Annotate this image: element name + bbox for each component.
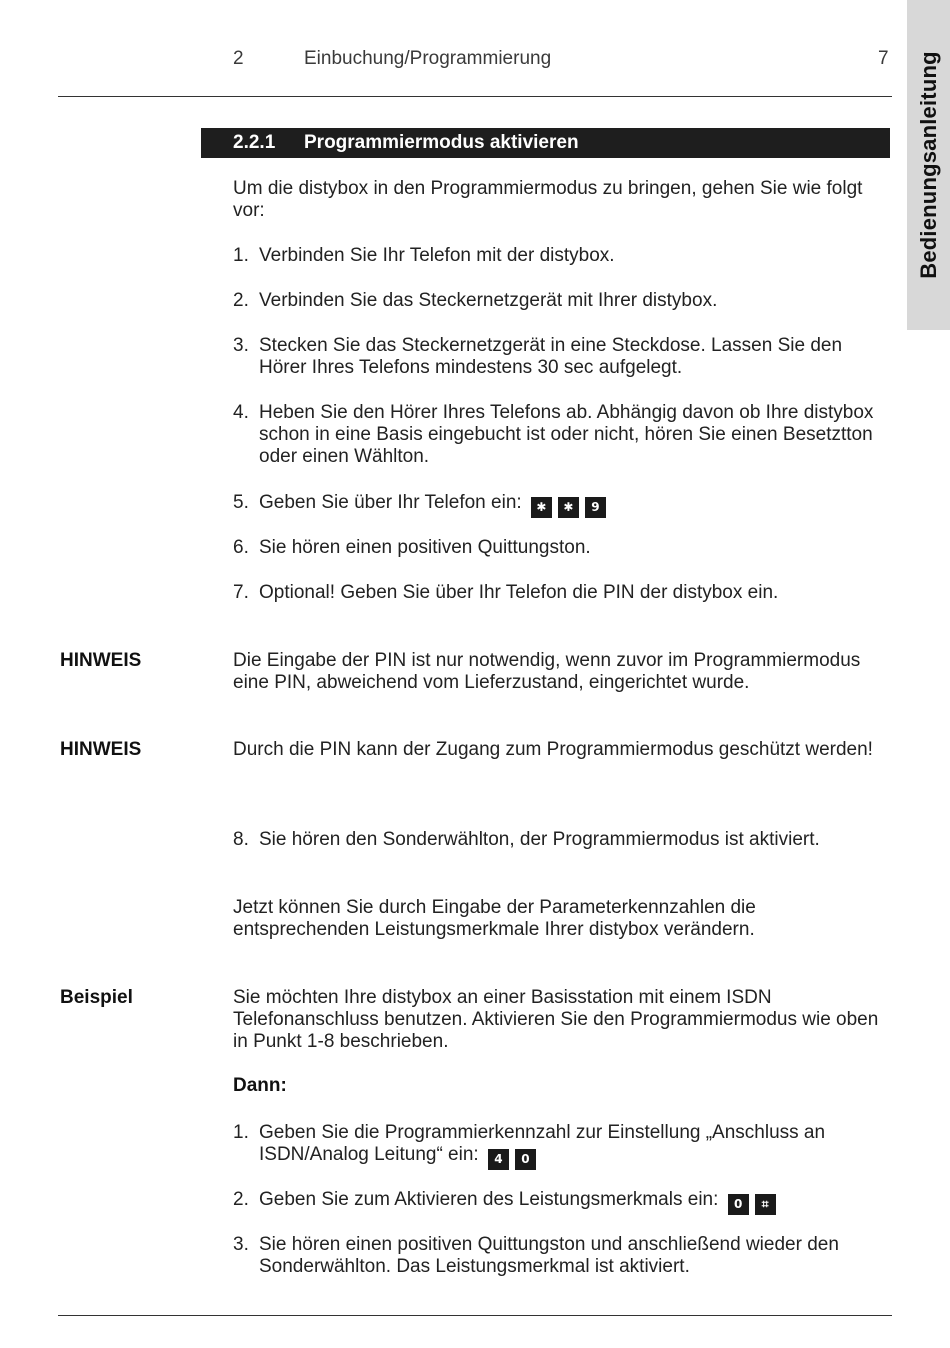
section-title: Programmiermodus aktivieren — [304, 132, 579, 153]
step-text: Stecken Sie das Steckernetzgerät in eine Steckdose. Lassen Sie den Hörer Ihres Telefons mindestens 30 sec aufgelegt. — [259, 335, 843, 378]
list-item — [233, 1234, 883, 1278]
step-number: 1. — [233, 1122, 249, 1143]
step-text: Heben Sie den Hörer Ihres Telefons ab. Abhängig davon ob Ihre distybox schon in eine Basis eingebucht ist oder nicht, hören Sie einen Besetztton oder einen Wählton. — [259, 402, 874, 467]
hash-key-icon: ⌗ — [755, 1194, 776, 1215]
digit-key-icon: 0 — [728, 1194, 749, 1215]
star-key-icon: ✱ — [558, 497, 579, 518]
step-text: Geben Sie über Ihr Telefon ein: — [259, 492, 522, 513]
star-key-icon: ✱ — [531, 497, 552, 518]
after-paragraph: Jetzt können Sie durch Eingabe der Parameterkennzahlen die entsprechenden Leistungsmerkmale Ihrer distybox verändern. — [233, 897, 756, 940]
list-item — [233, 829, 883, 851]
chapter-number: 2 — [233, 48, 244, 69]
header-rule — [58, 96, 892, 97]
step-number: 2. — [233, 290, 249, 311]
step-number: 3. — [233, 1234, 249, 1255]
step-text: Optional! Geben Sie über Ihr Telefon die PIN der distybox ein. — [259, 582, 779, 603]
then-label: Dann: — [233, 1075, 287, 1096]
key-sequence — [488, 1147, 542, 1170]
list-item — [233, 1122, 883, 1170]
list-item — [233, 245, 883, 267]
step-text: Geben Sie zum Aktivieren des Leistungsmerkmals ein: — [259, 1189, 719, 1210]
list-item — [233, 492, 883, 518]
list-item — [233, 582, 883, 604]
list-item — [233, 537, 883, 559]
intro-paragraph: Um die distybox in den Programmiermodus zu bringen, gehen Sie wie folgt vor: — [233, 178, 863, 221]
step-number: 2. — [233, 1189, 249, 1210]
note-label: HINWEIS — [60, 739, 142, 760]
chapter-title: Einbuchung/Programmierung — [304, 48, 552, 69]
side-tab-label: Bedienungsanleitung — [916, 51, 941, 279]
step-text: Verbinden Sie Ihr Telefon mit der distybox. — [259, 245, 615, 266]
step-number: 4. — [233, 402, 249, 423]
key-sequence — [531, 495, 612, 518]
key-sequence — [728, 1192, 782, 1215]
step-text: Sie hören einen positiven Quittungston und anschließend wieder den Sonderwählton. Das Leistungsmerkmal ist aktiviert. — [259, 1234, 839, 1277]
note-text: Durch die PIN kann der Zugang zum Programmiermodus geschützt werden! — [233, 739, 873, 760]
example-text: Sie möchten Ihre distybox an einer Basisstation mit einem ISDN Telefonanschluss benutzen. Aktivieren Sie den Programmiermodus wie oben in Punkt 1-8 beschrieben. — [233, 987, 879, 1052]
list-item — [233, 335, 883, 379]
section-title-bar — [201, 128, 890, 158]
note-label: HINWEIS — [60, 650, 142, 671]
list-item — [233, 1189, 883, 1215]
list-item — [233, 290, 883, 312]
step-text: Sie hören einen positiven Quittungston. — [259, 537, 591, 558]
list-item — [233, 402, 883, 468]
digit-key-icon: 9 — [585, 497, 606, 518]
section-number: 2.2.1 — [233, 132, 276, 153]
step-number: 8. — [233, 829, 249, 850]
step-number: 1. — [233, 245, 249, 266]
digit-key-icon: 0 — [515, 1149, 536, 1170]
page-header — [0, 48, 950, 76]
side-tab — [907, 0, 950, 330]
step-number: 7. — [233, 582, 249, 603]
note-text: Die Eingabe der PIN ist nur notwendig, wenn zuvor im Programmiermodus eine PIN, abweichend vom Lieferzustand, eingerichtet wurde. — [233, 650, 861, 693]
page-number: 7 — [878, 48, 889, 69]
example-label: Beispiel — [60, 987, 133, 1008]
step-number: 3. — [233, 335, 249, 356]
footer-rule — [58, 1315, 892, 1316]
step-text: Verbinden Sie das Steckernetzgerät mit Ihrer distybox. — [259, 290, 718, 311]
step-number: 6. — [233, 537, 249, 558]
step-text: Sie hören den Sonderwählton, der Programmiermodus ist aktiviert. — [259, 829, 820, 850]
digit-key-icon: 4 — [488, 1149, 509, 1170]
step-number: 5. — [233, 492, 249, 513]
step-text: Geben Sie die Programmierkennzahl zur Einstellung „Anschluss an ISDN/Analog Leitung“ ein: — [259, 1122, 826, 1165]
